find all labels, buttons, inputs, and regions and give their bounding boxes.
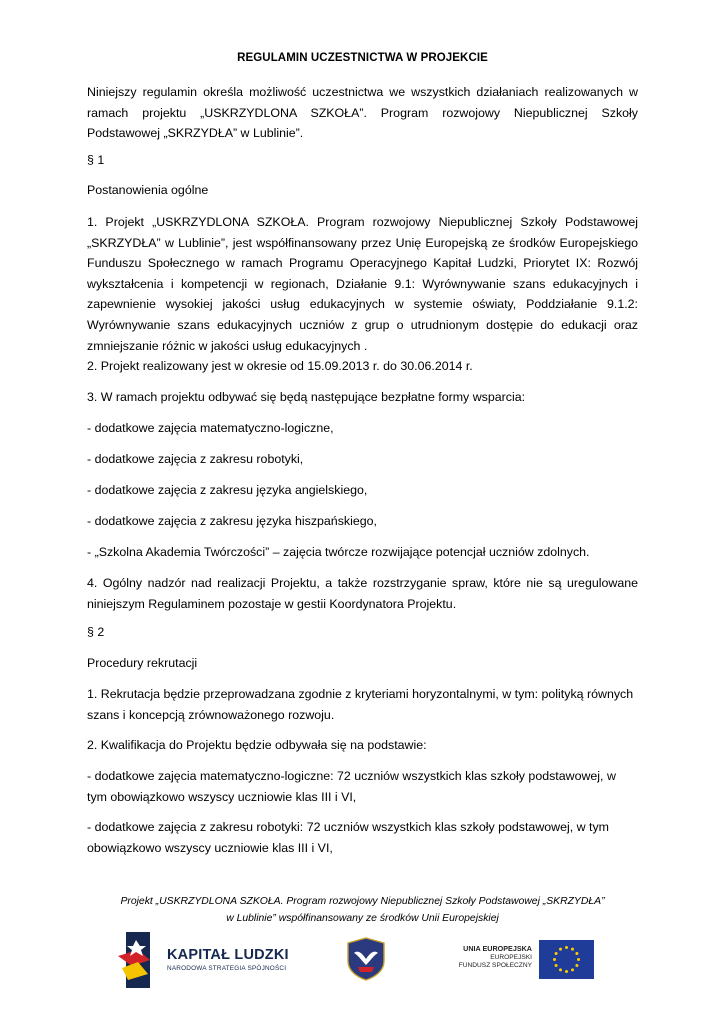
section-1-mark: § 1 <box>87 153 105 167</box>
section-1-paragraph-1: 1. Projekt „USKRZYDLONA SZKOŁA. Program rozwojowy Niepublicznej Szkoły Podstawowej „SKRZYDŁA” w Lublinie”, jest współfinansowany przez Unię Europejską ze środków Europejskiego Funduszu Społecznego w ramach Programu Operacyjnego Kapitał Ludzki, Priorytet IX: Rozwój wykształcenia i kompetencji w regionach, Działanie 9.1: Wyrównywanie szans edukacyjnych i zapewnienie wysokiej jakości usług edukacyjnych w systemie oświaty, Poddziałanie 9.1.2: Wyrównywanie szans edukacyjnych uczniów z grup o utrudnionym dostępie do edukacji oraz zmniejszanie różnic w jakości usług edukacyjnych . <box>87 215 638 353</box>
footer-note <box>0 894 725 928</box>
school-crest-icon <box>346 937 386 981</box>
intro-paragraph: Niniejszy regulamin określa możliwość uczestnictwa we wszystkich działaniach realizowanych w ramach projektu „USKRZYDLONA SZKOŁA”. Program rozwojowy Niepublicznej Szkoły Podstawowej „SKRZYDŁA” w Lublinie”. <box>87 85 638 141</box>
recruitment-list-item: - dodatkowe zajęcia matematyczno-logiczne: 72 uczniów wszystkich klas szkoły podstawowej, w tym obowiązkowo wszyscy uczniowie klas III i VI, <box>87 769 616 804</box>
footer-line-2: w Lublinie” współfinansowany ze środków Unii Europejskiej <box>226 912 499 924</box>
section-2-mark: § 2 <box>87 625 105 639</box>
support-list-item: - dodatkowe zajęcia matematyczno-logiczne, <box>87 421 334 435</box>
section-2-paragraph-2: 2. Kwalifikacja do Projektu będzie odbywała się na podstawie: <box>87 738 427 752</box>
section-1-paragraph-3: 3. W ramach projektu odbywać się będą następujące bezpłatne formy wsparcia: <box>87 390 526 404</box>
section-1-paragraph-2: 2. Projekt realizowany jest w okresie od 15.09.2013 r. do 30.06.2014 r. <box>87 359 473 373</box>
support-list-item: - „Szkolna Akademia Twórczości” – zajęcia twórcze rozwijające potencjał uczniów zdolnych. <box>87 545 590 559</box>
kapital-ludzki-subtitle: NARODOWA STRATEGIA SPÓJNOŚCI <box>167 965 287 972</box>
footer-line-1: Projekt „USKRZYDLONA SZKOŁA. Program rozwojowy Niepublicznej Szkoły Podstawowej „SKRZYDŁA” <box>120 896 605 907</box>
eu-fund-label <box>440 945 532 971</box>
section-1-heading: Postanowienia ogólne <box>87 183 209 197</box>
footer-logos <box>0 930 725 990</box>
document-title: REGULAMIN UCZESTNICTWA W PROJEKCIE <box>237 52 488 64</box>
kapital-ludzki-title: KAPITAŁ LUDZKI <box>167 947 289 963</box>
recruitment-list-item: - dodatkowe zajęcia z zakresu robotyki: 72 uczniów wszystkich klas szkoły podstawowej, w tym obowiązkowo wszyscy uczniowie klas III i VI, <box>87 820 609 855</box>
support-list-item: - dodatkowe zajęcia z zakresu języka angielskiego, <box>87 483 368 497</box>
support-list-item: - dodatkowe zajęcia z zakresu robotyki, <box>87 452 304 466</box>
kapital-ludzki-emblem-icon <box>118 930 158 990</box>
eu-line-2: EUROPEJSKI <box>490 953 532 961</box>
section-2-paragraph-1: 1. Rekrutacja będzie przeprowadzana zgodnie z kryteriami horyzontalnymi, w tym: polityką równych szans i koncepcją zrównoważonego rozwoju. <box>87 687 634 722</box>
support-list-item: - dodatkowe zajęcia z zakresu języka hiszpańskiego, <box>87 514 377 528</box>
kapital-ludzki-logo <box>118 930 296 990</box>
eu-line-1: UNIA EUROPEJSKA <box>463 944 532 953</box>
eu-line-3: FUNDUSZ SPOŁECZNY <box>458 962 532 970</box>
section-2-heading: Procedury rekrutacji <box>87 656 198 670</box>
eu-flag-icon <box>539 940 594 979</box>
section-1-paragraph-4: 4. Ogólny nadzór nad realizacji Projektu, a także rozstrzyganie spraw, które nie są uregulowane niniejszym Regulaminem pozostaje w gestii Koordynatora Projektu. <box>87 576 638 611</box>
